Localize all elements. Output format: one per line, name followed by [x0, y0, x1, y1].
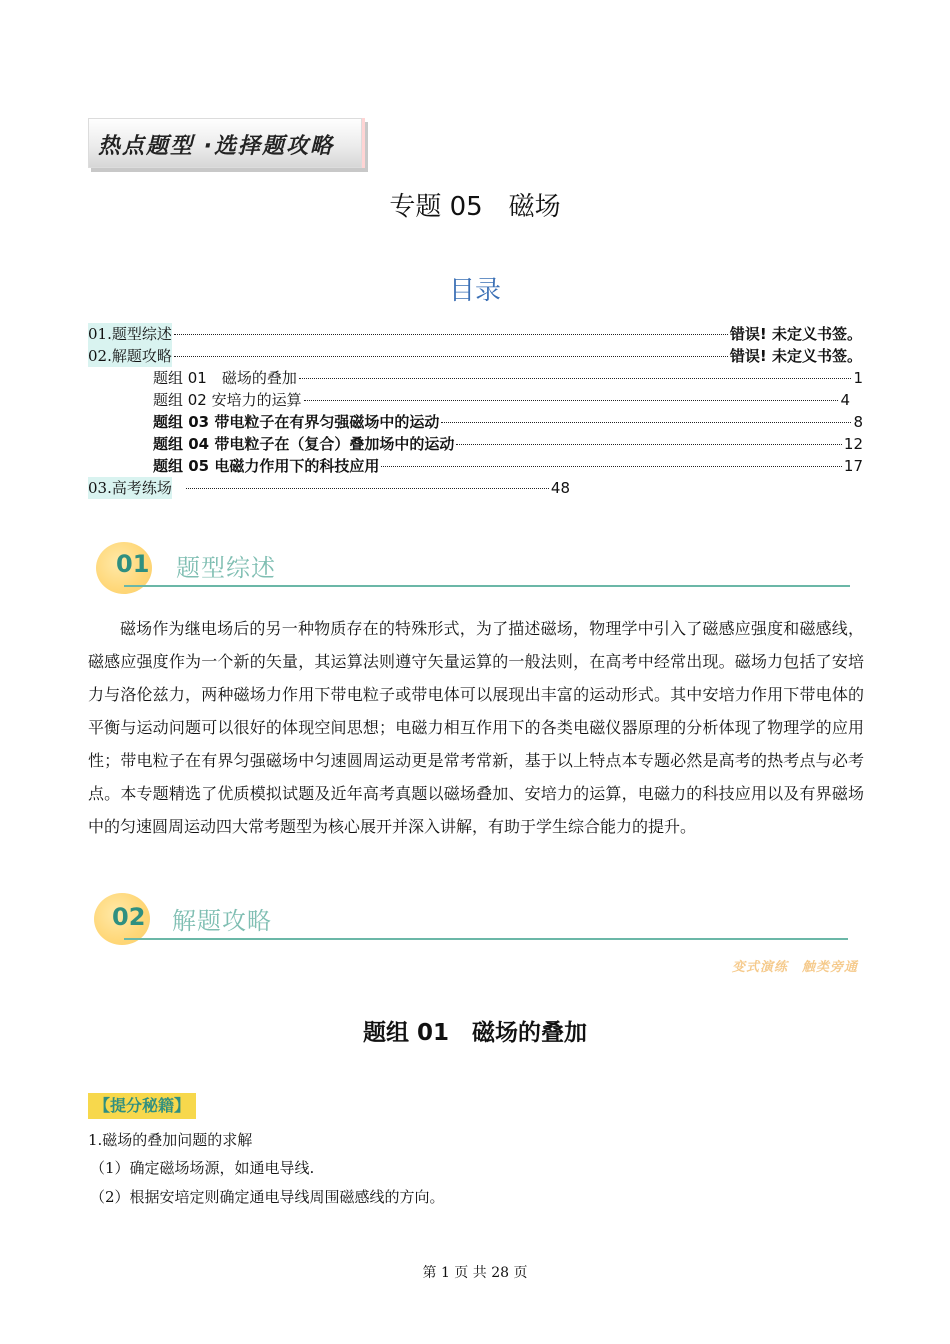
- toc-page: 错误! 未定义书签。: [729, 325, 862, 343]
- section-01-number: 01: [116, 550, 150, 578]
- intro-paragraph: 磁场作为继电场后的另一种物质存在的特殊形式，为了描述磁场，物理学中引入了磁感应强度和磁感线，磁感应强度作为一个新的矢量，其运算法则遵守矢量运算的一般法则，在高考中经常出现。磁场力包括了安培力与洛伦兹力，两种磁场力作用下带电粒子或带电体可以展现出丰富的运动形式。其中安培力作用下带电体的平衡与运动问题可以很好的体现空间思想；电磁力相互作用下的各类电磁仪器原理的分析体现了物理学的应用性；带电粒子在有界匀强磁场中匀速圆周运动更是常考常新，基于以上特点本专题必然是高考的热考点与必考点。本专题精选了优质模拟试题及近年高考真题以磁场叠加、安培力的运算，电磁力的科技应用以及有界磁场中的匀速圆周运动四大常考题型为核心展开并深入讲解，有助于学生综合能力的提升。: [88, 619, 864, 836]
- toc-page: 错误! 未定义书签。: [729, 347, 862, 365]
- toc-label: 题组 03 带电粒子在有界匀强磁场中的运动: [153, 413, 440, 431]
- toc-page: 8: [853, 413, 863, 431]
- toc-page: 17: [843, 457, 863, 475]
- toc-label: 题组 05 电磁力作用下的科技应用: [153, 457, 380, 475]
- section-02-number: 02: [112, 903, 146, 931]
- toc-label: 题组 01 磁场的叠加: [153, 369, 297, 387]
- toc-row-group-03[interactable]: [153, 411, 863, 433]
- toc-label: 01.题型综述: [88, 325, 172, 343]
- toc-leader: [304, 400, 839, 401]
- section-01-rule: [124, 585, 850, 587]
- section-02-title: 解题攻略: [172, 907, 272, 935]
- toc-page: 1: [853, 369, 863, 387]
- toc-label: 题组 02 安培力的运算: [153, 391, 302, 409]
- toc-leader: [441, 422, 851, 423]
- toc-row-strategy[interactable]: [88, 345, 862, 367]
- section-02-tagline: 变式演练 触类旁通: [731, 960, 858, 975]
- toc-leader: [186, 488, 549, 489]
- group-title: 题组 01 磁场的叠加: [362, 1020, 587, 1046]
- section-01-title: 题型综述: [176, 554, 276, 582]
- body-line-1: 1.磁场的叠加问题的求解: [88, 1131, 253, 1149]
- section-02-rule: [124, 938, 848, 940]
- toc-leader: [456, 444, 842, 445]
- toc-row-practice[interactable]: [88, 477, 570, 499]
- toc-page: 48: [550, 479, 570, 497]
- document-title: 专题 05 磁场: [389, 192, 561, 222]
- toc-leader: [381, 466, 842, 467]
- tip-badge: 【提分秘籍】: [88, 1093, 196, 1119]
- toc-page: 12: [843, 435, 863, 453]
- page-footer: 第 1 页 共 28 页: [422, 1265, 528, 1281]
- toc-leader: [174, 356, 728, 357]
- toc-row-group-04[interactable]: [153, 433, 863, 455]
- toc-heading: 目录: [448, 276, 501, 306]
- toc-label: 02.解题攻略: [88, 347, 172, 365]
- toc-row-group-05[interactable]: [153, 455, 863, 477]
- toc-leader: [299, 378, 852, 379]
- toc-leader: [174, 334, 728, 335]
- banner-text: 热点题型 ·选择题攻略: [98, 134, 335, 159]
- toc-page: 4: [840, 391, 850, 409]
- body-line-2: （1）确定磁场场源，如通电导线.: [90, 1159, 315, 1177]
- toc-label: 03.高考练场: [88, 479, 172, 497]
- toc-row-overview[interactable]: [88, 323, 862, 345]
- body-line-3: （2）根据安培定则确定通电导线周围磁感线的方向。: [90, 1188, 445, 1206]
- toc-row-group-02[interactable]: [153, 389, 850, 411]
- toc-label: 题组 04 带电粒子在（复合）叠加场中的运动: [153, 435, 455, 453]
- toc-row-group-01[interactable]: [153, 367, 863, 389]
